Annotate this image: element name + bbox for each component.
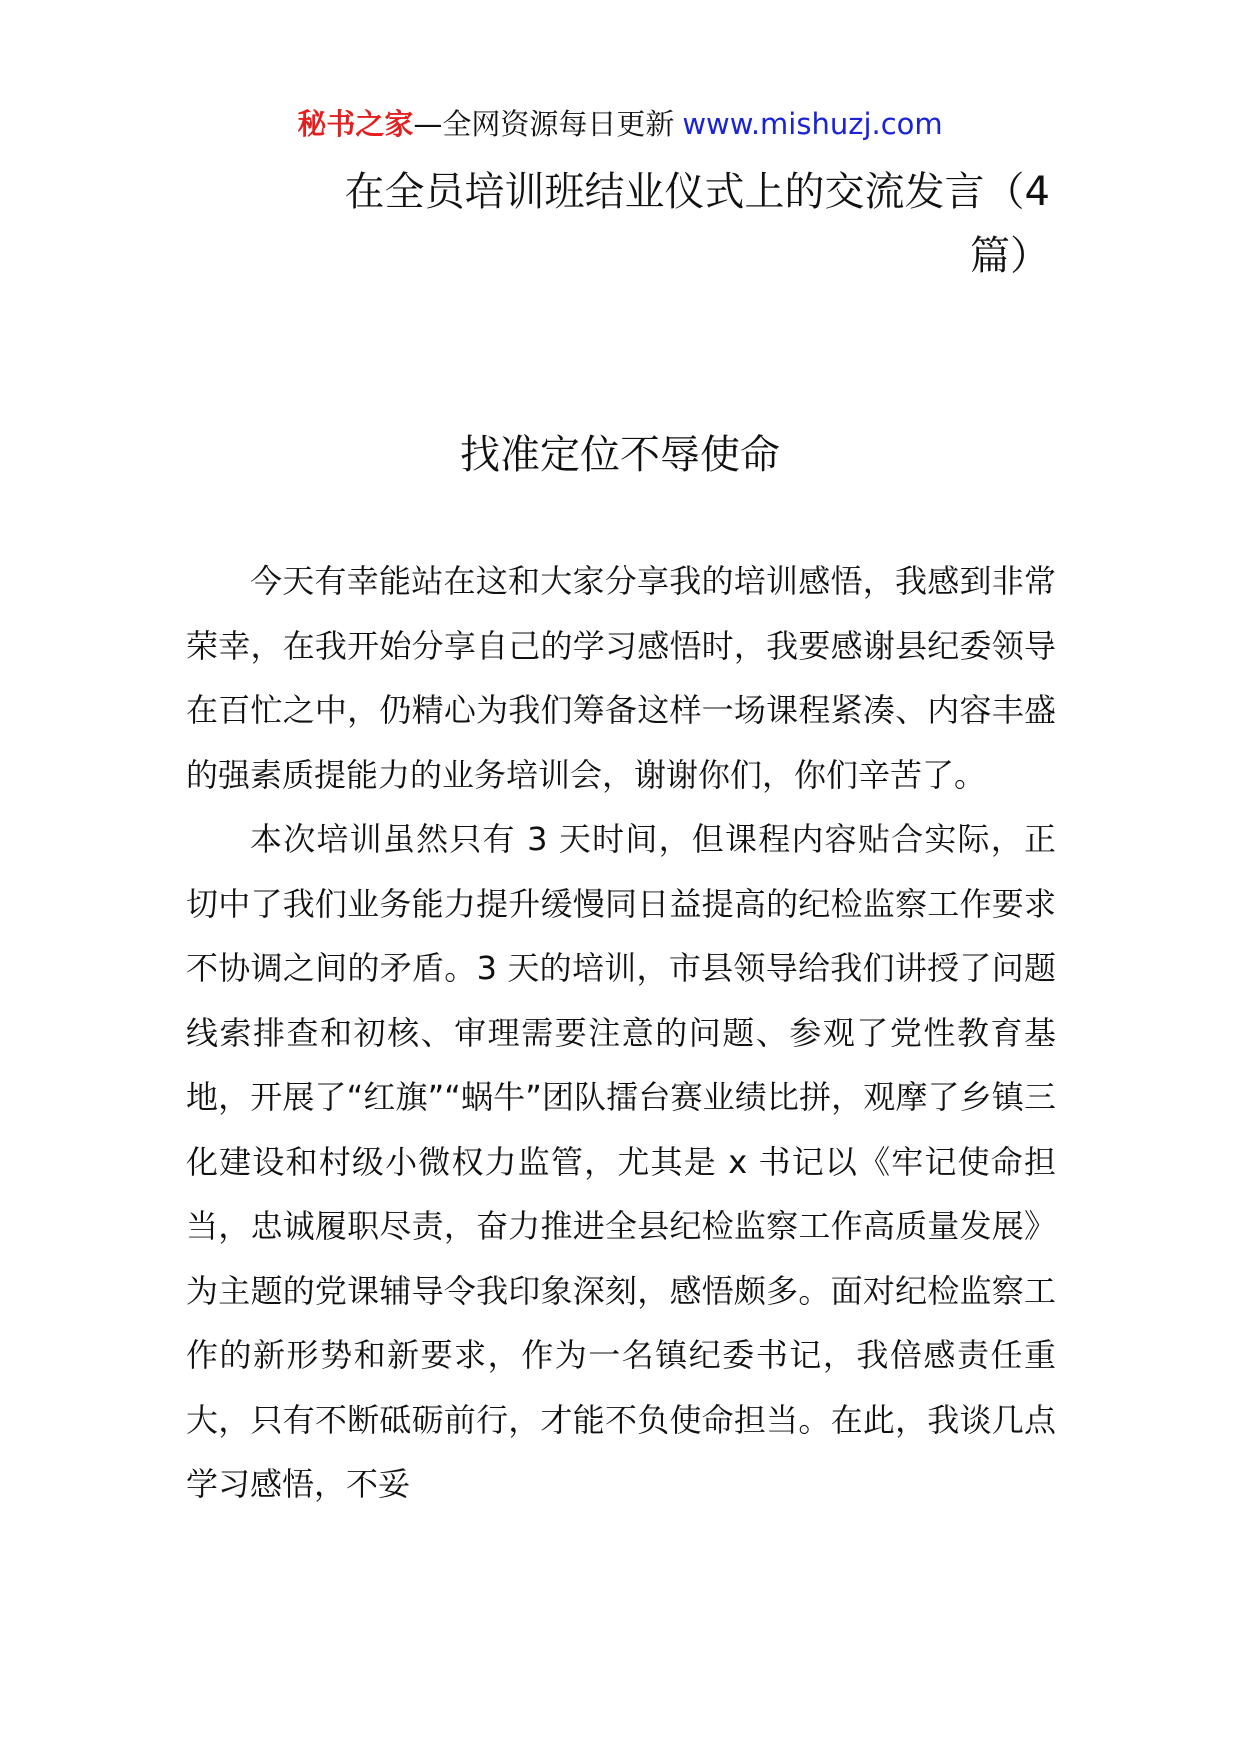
document-title xyxy=(190,160,1050,288)
paragraph: 今天有幸能站在这和大家分享我的培训感悟，我感到非常荣幸，在我开始分享自己的学习感悟时，我要感谢县纪委领导在百忙之中，仍精心为我们筹备这样一场课程紧凑、内容丰盛的强素质提能力的业务培训会，谢谢你们，你们辛苦了。 xyxy=(186,562,1056,794)
section-title: 找准定位不辱使命 xyxy=(460,432,780,478)
brand-name: 秘书之家 xyxy=(297,107,414,141)
paragraph: 本次培训虽然只有 3 天时间，但课程内容贴合实际，正切中了我们业务能力提升缓慢同日益提高的纪检监察工作要求不协调之间的矛盾。3 天的培训，市县领导给我们讲授了问题线索排查和初核、审理需要注意的问题、参观了党性教育基地，开展了“红旗”“蜗牛”团队擂台赛业绩比拼，观摩了乡镇三化建设和村级小微权力监管，尤其是 x 书记以《牢记使命担当，忠诚履职尽责，奋力推进全县纪检监察工作高质量发展》为主题的党课辅导令我印象深刻，感悟颇多。面对纪检监察工作的新形势和新要求，作为一名镇纪委书记，我倍感责任重大，只有不断砥砺前行，才能不负使命担当。在此，我谈几点学习感悟，不妥 xyxy=(186,820,1056,1503)
site-url-link[interactable]: www.mishuzj.com xyxy=(682,107,943,141)
document-title-line-2: 篇） xyxy=(970,233,1050,279)
document-title-line-1: 在全员培训班结业仪式上的交流发言（4 xyxy=(344,169,1050,215)
body-text xyxy=(186,549,1056,1517)
site-header xyxy=(0,104,1240,144)
site-slogan: —全网资源每日更新 xyxy=(413,107,675,141)
